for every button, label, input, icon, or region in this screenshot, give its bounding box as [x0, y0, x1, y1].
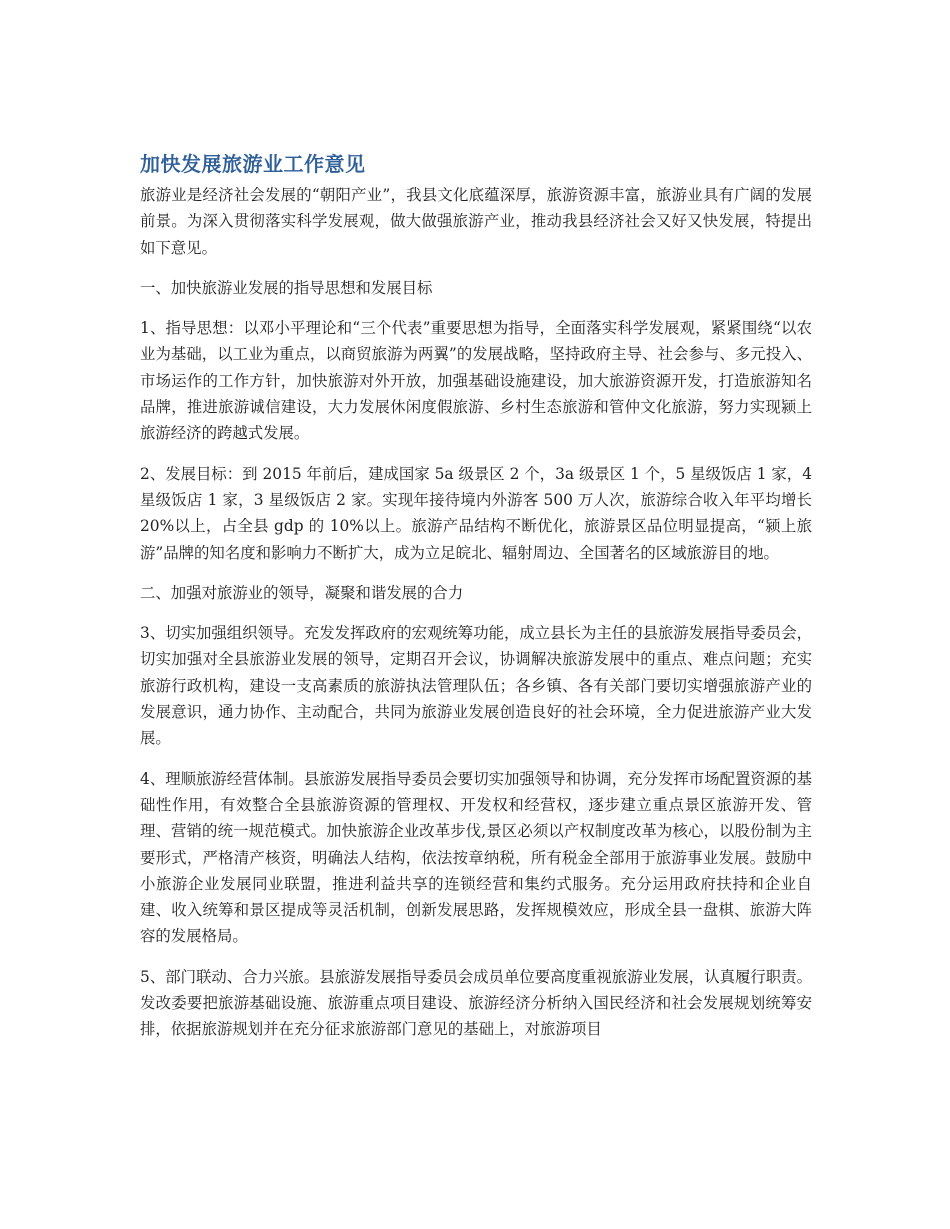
paragraph-organizational-leadership: 3、切实加强组织领导。充发发挥政府的宏观统筹功能，成立县长为主任的县旅游发展指导委员会，切实加强对全县旅游业发展的领导，定期召开会议，协调解决旅游发展中的重点、难点问题；充实旅游行政机构，建设一支高素质的旅游执法管理队伍；各乡镇、各有关部门要切实增强旅游产业的发展意识，通力协作、主动配合，共同为旅游业发展创造良好的社会环境，全力促进旅游产业大发展。	[140, 624, 812, 748]
paragraph-department-coordination: 5、部门联动、合力兴旅。县旅游发展指导委员会成员单位要高度重视旅游业发展，认真履行职责。发改委要把旅游基础设施、旅游重点项目建设、旅游经济分析纳入国民经济和社会发展规划统筹安排，依据旅游规划并在充分征求旅游部门意见的基础上，对旅游项目	[140, 967, 812, 1039]
intro-paragraph: 旅游业是经济社会发展的“朝阳产业”，我县文化底蕴深厚，旅游资源丰富，旅游业具有广阔的发展前景。为深入贯彻落实科学发展观，做大做强旅游产业，推动我县经济社会又好又快发展，特提出如下意见。	[140, 186, 812, 257]
paragraph-guiding-ideology: 1、指导思想：以邓小平理论和“三个代表”重要思想为指导，全面落实科学发展观，紧紧围绕“以农业为基础，以工业为重点，以商贸旅游为两翼”的发展战略，坚持政府主导、社会参与、多元投入、市场运作的工作方针，加快旅游对外开放，加强基础设施建设，加大旅游资源开发，打造旅游知名品牌，推进旅游诚信建设，大力发展休闲度假旅游、乡村生态旅游和管仲文化旅游，努力实现颍上旅游经济的跨越式发展。	[140, 319, 812, 443]
section-heading-1: 一、加快旅游业发展的指导思想和发展目标	[140, 278, 433, 297]
paragraph-management-system: 4、理顺旅游经营体制。县旅游发展指导委员会要切实加强领导和协调，充分发挥市场配置资源的基础性作用，有效整合全县旅游资源的管理权、开发权和经营权，逐步建立重点景区旅游开发、管理、营销的统一规范模式。加快旅游企业改革步伐,景区必须以产权制度改革为核心，以股份制为主要形式，严格清产核资，明确法人结构，依法按章纳税，所有税金全部用于旅游事业发展。鼓励中小旅游企业发展同业联盟，推进利益共享的连锁经营和集约式服务。充分运用政府扶持和企业自建、收入统筹和景区提成等灵活机制，创新发展思路，发挥规模效应，形成全县一盘棋、旅游大阵容的发展格局。	[140, 769, 812, 946]
paragraph-development-goals: 2、发展目标：到 2015 年前后，建成国家 5a 级景区 2 个，3a 级景区 1 个，5 星级饭店 1 家，4 星级饭店 1 家，3 星级饭店 2 家。实现年接待境内外游客 500 万人次，旅游综合收入年平均增长 20%以上，占全县 gdp 的 10%以上。旅游产品结构不断优化，旅游景区品位明显提高，“颍上旅游”品牌的知名度和影响力不断扩大，成为立足皖北、辐射周边、全国著名的区域旅游目的地。	[140, 464, 812, 562]
section-heading-2: 二、加强对旅游业的领导，凝聚和谐发展的合力	[140, 583, 464, 602]
document-title: 加快发展旅游业工作意见	[140, 152, 366, 176]
document-page	[140, 148, 812, 1057]
